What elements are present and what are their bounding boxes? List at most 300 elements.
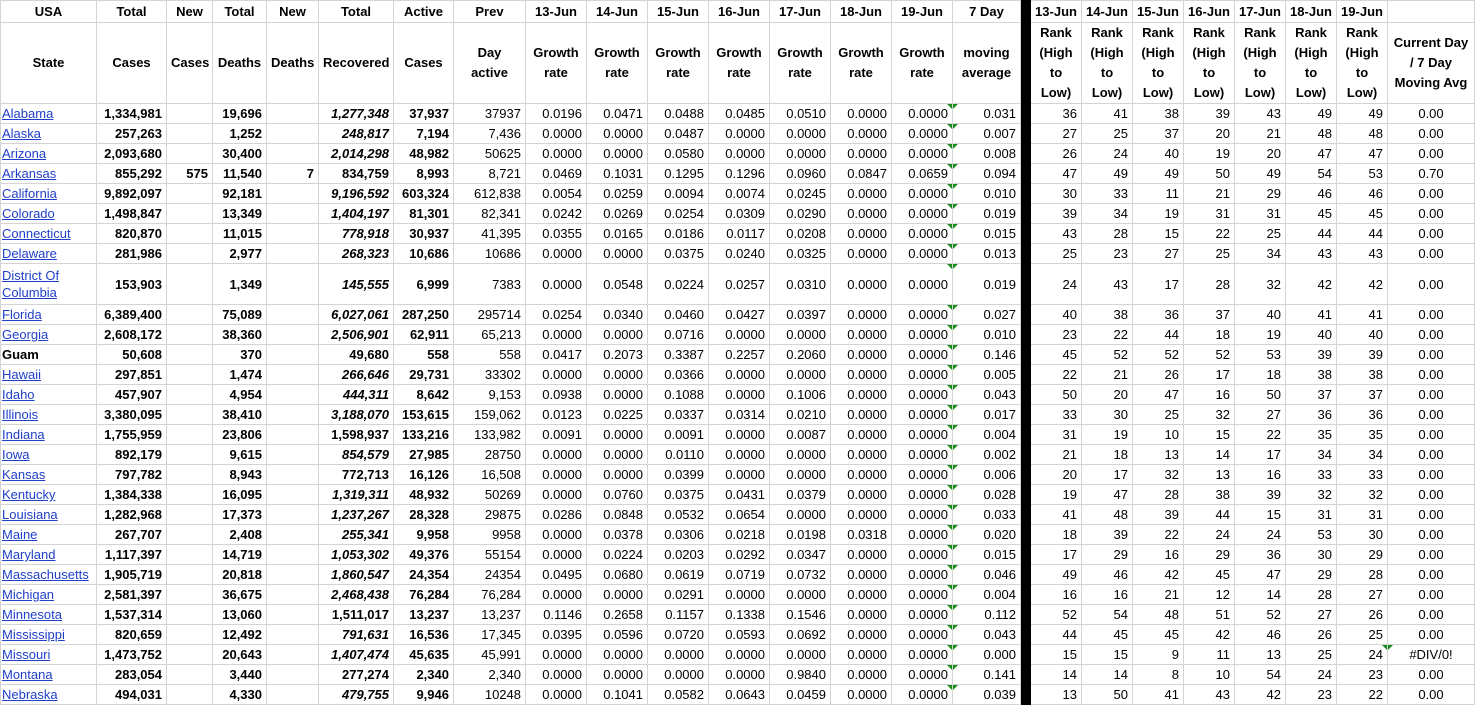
- cell-state[interactable]: Illinois: [1, 405, 97, 425]
- cell-total-recovered[interactable]: 791,631: [319, 625, 394, 645]
- cell-rank-19-jun[interactable]: 22: [1337, 685, 1388, 705]
- cell-rank-18-jun[interactable]: 29: [1286, 565, 1337, 585]
- cell-new-cases[interactable]: [167, 485, 213, 505]
- cell-growth-17-jun[interactable]: 0.0198: [770, 525, 831, 545]
- cell-growth-14-jun[interactable]: 0.0760: [587, 485, 648, 505]
- cell-growth-18-jun[interactable]: 0.0000: [831, 405, 892, 425]
- cell-rank-16-jun[interactable]: 22: [1184, 224, 1235, 244]
- cell-rank-15-jun[interactable]: 37: [1133, 124, 1184, 144]
- cell-rank-16-jun[interactable]: 28: [1184, 264, 1235, 305]
- cell-growth-15-jun[interactable]: 0.0619: [648, 565, 709, 585]
- cell-rank-19-jun[interactable]: 33: [1337, 465, 1388, 485]
- header-rank-14-jun[interactable]: Rank (High to Low): [1082, 23, 1133, 104]
- cell-rank-19-jun[interactable]: 53: [1337, 164, 1388, 184]
- cell-current-over-moving-avg[interactable]: 0.00: [1388, 525, 1475, 545]
- cell-rank-14-jun[interactable]: 50: [1082, 685, 1133, 705]
- cell-growth-16-jun[interactable]: 0.1296: [709, 164, 770, 184]
- cell-rank-14-jun[interactable]: 29: [1082, 545, 1133, 565]
- cell-growth-13-jun[interactable]: 0.0000: [526, 244, 587, 264]
- header-active-cases[interactable]: Cases: [394, 23, 454, 104]
- cell-new-deaths[interactable]: [267, 144, 319, 164]
- cell-growth-19-jun[interactable]: 0.0000: [892, 685, 953, 705]
- cell-growth-16-jun[interactable]: 0.0431: [709, 485, 770, 505]
- cell-rank-17-jun[interactable]: 20: [1235, 144, 1286, 164]
- cell-growth-15-jun[interactable]: 0.0254: [648, 204, 709, 224]
- cell-total-deaths[interactable]: 11,540: [213, 164, 267, 184]
- header-growth-16-jun[interactable]: Growth rate: [709, 23, 770, 104]
- cell-rank-13-jun[interactable]: 41: [1031, 505, 1082, 525]
- cell-total-cases[interactable]: 1,334,981: [97, 104, 167, 124]
- cell-rank-14-jun[interactable]: 47: [1082, 485, 1133, 505]
- header-rank-19-jun[interactable]: 19-Jun: [1337, 1, 1388, 23]
- cell-growth-15-jun[interactable]: 0.0488: [648, 104, 709, 124]
- cell-growth-19-jun[interactable]: 0.0000: [892, 465, 953, 485]
- cell-rank-15-jun[interactable]: 11: [1133, 184, 1184, 204]
- cell-rank-18-jun[interactable]: 53: [1286, 525, 1337, 545]
- cell-active-cases[interactable]: 49,376: [394, 545, 454, 565]
- cell-prev-day-active[interactable]: 33302: [454, 365, 526, 385]
- cell-growth-13-jun[interactable]: 0.0000: [526, 264, 587, 305]
- cell-rank-16-jun[interactable]: 20: [1184, 124, 1235, 144]
- header-growth-18-jun[interactable]: Growth rate: [831, 23, 892, 104]
- cell-new-deaths[interactable]: [267, 565, 319, 585]
- cell-growth-18-jun[interactable]: 0.0000: [831, 565, 892, 585]
- cell-growth-14-jun[interactable]: 0.0596: [587, 625, 648, 645]
- cell-growth-15-jun[interactable]: 0.1295: [648, 164, 709, 184]
- cell-growth-15-jun[interactable]: 0.0399: [648, 465, 709, 485]
- cell-active-cases[interactable]: 24,354: [394, 565, 454, 585]
- cell-rank-17-jun[interactable]: 19: [1235, 325, 1286, 345]
- cell-rank-13-jun[interactable]: 14: [1031, 665, 1082, 685]
- cell-growth-16-jun[interactable]: 0.0719: [709, 565, 770, 585]
- cell-total-recovered[interactable]: 1,053,302: [319, 545, 394, 565]
- cell-rank-13-jun[interactable]: 23: [1031, 325, 1082, 345]
- cell-prev-day-active[interactable]: 558: [454, 345, 526, 365]
- cell-growth-14-jun[interactable]: 0.0000: [587, 665, 648, 685]
- cell-total-deaths[interactable]: 19,696: [213, 104, 267, 124]
- cell-state[interactable]: Mississippi: [1, 625, 97, 645]
- cell-new-cases[interactable]: [167, 605, 213, 625]
- cell-total-deaths[interactable]: 370: [213, 345, 267, 365]
- cell-growth-18-jun[interactable]: 0.0000: [831, 485, 892, 505]
- cell-rank-14-jun[interactable]: 39: [1082, 525, 1133, 545]
- cell-total-cases[interactable]: 297,851: [97, 365, 167, 385]
- cell-rank-14-jun[interactable]: 34: [1082, 204, 1133, 224]
- cell-total-recovered[interactable]: 145,555: [319, 264, 394, 305]
- cell-new-cases[interactable]: [167, 465, 213, 485]
- cell-growth-14-jun[interactable]: 0.0000: [587, 585, 648, 605]
- cell-growth-19-jun[interactable]: 0.0000: [892, 445, 953, 465]
- cell-rank-18-jun[interactable]: 23: [1286, 685, 1337, 705]
- cell-rank-14-jun[interactable]: 49: [1082, 164, 1133, 184]
- cell-prev-day-active[interactable]: 612,838: [454, 184, 526, 204]
- cell-new-cases[interactable]: [167, 645, 213, 665]
- cell-growth-13-jun[interactable]: 0.0395: [526, 625, 587, 645]
- cell-growth-18-jun[interactable]: 0.0000: [831, 665, 892, 685]
- cell-rank-17-jun[interactable]: 21: [1235, 124, 1286, 144]
- cell-growth-13-jun[interactable]: 0.0000: [526, 645, 587, 665]
- cell-new-cases[interactable]: [167, 325, 213, 345]
- cell-total-deaths[interactable]: 20,818: [213, 565, 267, 585]
- cell-growth-17-jun[interactable]: 0.0000: [770, 645, 831, 665]
- cell-active-cases[interactable]: 9,946: [394, 685, 454, 705]
- cell-prev-day-active[interactable]: 9,153: [454, 385, 526, 405]
- cell-new-deaths[interactable]: [267, 585, 319, 605]
- header-growth-17-jun[interactable]: Growth rate: [770, 23, 831, 104]
- cell-current-over-moving-avg[interactable]: 0.00: [1388, 565, 1475, 585]
- cell-growth-13-jun[interactable]: 0.0000: [526, 124, 587, 144]
- cell-growth-18-jun[interactable]: 0.0000: [831, 325, 892, 345]
- cell-growth-18-jun[interactable]: 0.0000: [831, 585, 892, 605]
- cell-total-deaths[interactable]: 30,400: [213, 144, 267, 164]
- cell-moving-average-7day[interactable]: 0.004: [953, 425, 1021, 445]
- cell-growth-14-jun[interactable]: 0.1031: [587, 164, 648, 184]
- header-growth-15-jun[interactable]: 15-Jun: [648, 1, 709, 23]
- cell-rank-15-jun[interactable]: 45: [1133, 625, 1184, 645]
- header-rank-15-jun[interactable]: Rank (High to Low): [1133, 23, 1184, 104]
- cell-active-cases[interactable]: 81,301: [394, 204, 454, 224]
- cell-growth-18-jun[interactable]: 0.0000: [831, 144, 892, 164]
- header-rank-18-jun[interactable]: Rank (High to Low): [1286, 23, 1337, 104]
- cell-growth-19-jun[interactable]: 0.0000: [892, 325, 953, 345]
- cell-new-deaths[interactable]: [267, 405, 319, 425]
- cell-new-cases[interactable]: [167, 264, 213, 305]
- cell-state[interactable]: Massachusetts: [1, 565, 97, 585]
- cell-growth-17-jun[interactable]: 0.0208: [770, 224, 831, 244]
- cell-rank-18-jun[interactable]: 54: [1286, 164, 1337, 184]
- cell-rank-17-jun[interactable]: 39: [1235, 485, 1286, 505]
- cell-rank-14-jun[interactable]: 23: [1082, 244, 1133, 264]
- cell-growth-13-jun[interactable]: 0.0355: [526, 224, 587, 244]
- cell-rank-16-jun[interactable]: 24: [1184, 525, 1235, 545]
- cell-moving-average-7day[interactable]: 0.015: [953, 545, 1021, 565]
- cell-rank-15-jun[interactable]: 19: [1133, 204, 1184, 224]
- cell-moving-average-7day[interactable]: 0.020: [953, 525, 1021, 545]
- cell-growth-15-jun[interactable]: 0.0203: [648, 545, 709, 565]
- cell-new-deaths[interactable]: [267, 425, 319, 445]
- cell-rank-19-jun[interactable]: 44: [1337, 224, 1388, 244]
- cell-state[interactable]: Louisiana: [1, 505, 97, 525]
- cell-prev-day-active[interactable]: 24354: [454, 565, 526, 585]
- cell-new-cases[interactable]: [167, 545, 213, 565]
- cell-state[interactable]: Minnesota: [1, 605, 97, 625]
- cell-growth-16-jun[interactable]: 0.0309: [709, 204, 770, 224]
- cell-growth-18-jun[interactable]: 0.0847: [831, 164, 892, 184]
- cell-rank-14-jun[interactable]: 28: [1082, 224, 1133, 244]
- cell-growth-15-jun[interactable]: 0.0716: [648, 325, 709, 345]
- header-total-cases[interactable]: Cases: [97, 23, 167, 104]
- cell-rank-16-jun[interactable]: 17: [1184, 365, 1235, 385]
- cell-growth-19-jun[interactable]: 0.0000: [892, 545, 953, 565]
- cell-rank-19-jun[interactable]: 25: [1337, 625, 1388, 645]
- cell-rank-19-jun[interactable]: 28: [1337, 565, 1388, 585]
- cell-rank-13-jun[interactable]: 22: [1031, 365, 1082, 385]
- cell-current-over-moving-avg[interactable]: 0.00: [1388, 665, 1475, 685]
- cell-total-cases[interactable]: 2,581,397: [97, 585, 167, 605]
- cell-active-cases[interactable]: 76,284: [394, 585, 454, 605]
- cell-current-over-moving-avg[interactable]: 0.00: [1388, 104, 1475, 124]
- cell-growth-14-jun[interactable]: 0.0225: [587, 405, 648, 425]
- cell-growth-17-jun[interactable]: 0.1546: [770, 605, 831, 625]
- cell-growth-14-jun[interactable]: 0.0340: [587, 305, 648, 325]
- cell-total-cases[interactable]: 257,263: [97, 124, 167, 144]
- cell-rank-17-jun[interactable]: 17: [1235, 445, 1286, 465]
- cell-new-deaths[interactable]: [267, 445, 319, 465]
- cell-total-recovered[interactable]: 9,196,592: [319, 184, 394, 204]
- cell-growth-15-jun[interactable]: 0.0487: [648, 124, 709, 144]
- cell-rank-17-jun[interactable]: 24: [1235, 525, 1286, 545]
- cell-growth-18-jun[interactable]: 0.0318: [831, 525, 892, 545]
- cell-growth-14-jun[interactable]: 0.0259: [587, 184, 648, 204]
- cell-growth-19-jun[interactable]: 0.0000: [892, 665, 953, 685]
- cell-moving-average-7day[interactable]: 0.094: [953, 164, 1021, 184]
- cell-total-deaths[interactable]: 38,410: [213, 405, 267, 425]
- cell-growth-19-jun[interactable]: 0.0000: [892, 224, 953, 244]
- cell-current-over-moving-avg[interactable]: 0.00: [1388, 144, 1475, 164]
- cell-rank-18-jun[interactable]: 47: [1286, 144, 1337, 164]
- cell-rank-17-jun[interactable]: 34: [1235, 244, 1286, 264]
- cell-growth-18-jun[interactable]: 0.0000: [831, 445, 892, 465]
- header-rank-17-jun[interactable]: Rank (High to Low): [1235, 23, 1286, 104]
- cell-growth-19-jun[interactable]: 0.0000: [892, 645, 953, 665]
- cell-rank-15-jun[interactable]: 21: [1133, 585, 1184, 605]
- cell-growth-17-jun[interactable]: 0.2060: [770, 345, 831, 365]
- cell-new-deaths[interactable]: [267, 465, 319, 485]
- header-current-over-moving-avg[interactable]: Current Day / 7 Day Moving Avg: [1388, 23, 1475, 104]
- cell-growth-16-jun[interactable]: 0.0593: [709, 625, 770, 645]
- cell-growth-19-jun[interactable]: 0.0000: [892, 365, 953, 385]
- cell-active-cases[interactable]: 133,216: [394, 425, 454, 445]
- cell-rank-18-jun[interactable]: 35: [1286, 425, 1337, 445]
- cell-rank-17-jun[interactable]: 50: [1235, 385, 1286, 405]
- header-rank-16-jun[interactable]: 16-Jun: [1184, 1, 1235, 23]
- cell-prev-day-active[interactable]: 13,237: [454, 605, 526, 625]
- cell-rank-14-jun[interactable]: 20: [1082, 385, 1133, 405]
- cell-rank-19-jun[interactable]: 23: [1337, 665, 1388, 685]
- cell-rank-14-jun[interactable]: 21: [1082, 365, 1133, 385]
- cell-total-recovered[interactable]: 266,646: [319, 365, 394, 385]
- cell-current-over-moving-avg[interactable]: 0.00: [1388, 445, 1475, 465]
- cell-growth-17-jun[interactable]: 0.0000: [770, 144, 831, 164]
- cell-rank-19-jun[interactable]: 43: [1337, 244, 1388, 264]
- cell-growth-13-jun[interactable]: 0.0000: [526, 485, 587, 505]
- cell-rank-14-jun[interactable]: 43: [1082, 264, 1133, 305]
- cell-rank-15-jun[interactable]: 41: [1133, 685, 1184, 705]
- cell-current-over-moving-avg[interactable]: 0.00: [1388, 505, 1475, 525]
- cell-total-recovered[interactable]: 2,468,438: [319, 585, 394, 605]
- header-rank-15-jun[interactable]: 15-Jun: [1133, 1, 1184, 23]
- cell-new-deaths[interactable]: [267, 345, 319, 365]
- cell-total-recovered[interactable]: 2,014,298: [319, 144, 394, 164]
- cell-growth-17-jun[interactable]: 0.0000: [770, 465, 831, 485]
- cell-growth-18-jun[interactable]: 0.0000: [831, 685, 892, 705]
- cell-state[interactable]: Maryland: [1, 545, 97, 565]
- cell-rank-13-jun[interactable]: 16: [1031, 585, 1082, 605]
- cell-current-over-moving-avg[interactable]: #DIV/0!: [1388, 645, 1475, 665]
- cell-growth-17-jun[interactable]: 0.0732: [770, 565, 831, 585]
- cell-growth-13-jun[interactable]: 0.1146: [526, 605, 587, 625]
- cell-growth-16-jun[interactable]: 0.0000: [709, 385, 770, 405]
- cell-rank-19-jun[interactable]: 40: [1337, 325, 1388, 345]
- cell-rank-18-jun[interactable]: 24: [1286, 665, 1337, 685]
- cell-growth-15-jun[interactable]: 0.0720: [648, 625, 709, 645]
- cell-state[interactable]: Alabama: [1, 104, 97, 124]
- cell-rank-19-jun[interactable]: 48: [1337, 124, 1388, 144]
- cell-rank-18-jun[interactable]: 43: [1286, 244, 1337, 264]
- cell-new-deaths[interactable]: 7: [267, 164, 319, 184]
- cell-total-cases[interactable]: 1,282,968: [97, 505, 167, 525]
- cell-new-deaths[interactable]: [267, 264, 319, 305]
- cell-growth-18-jun[interactable]: 0.0000: [831, 264, 892, 305]
- cell-growth-13-jun[interactable]: 0.0196: [526, 104, 587, 124]
- cell-new-cases[interactable]: [167, 405, 213, 425]
- cell-current-over-moving-avg[interactable]: 0.00: [1388, 405, 1475, 425]
- cell-moving-average-7day[interactable]: 0.000: [953, 645, 1021, 665]
- cell-growth-18-jun[interactable]: 0.0000: [831, 465, 892, 485]
- cell-new-cases[interactable]: 575: [167, 164, 213, 184]
- cell-rank-14-jun[interactable]: 16: [1082, 585, 1133, 605]
- cell-new-cases[interactable]: [167, 124, 213, 144]
- header-growth-13-jun[interactable]: 13-Jun: [526, 1, 587, 23]
- cell-rank-19-jun[interactable]: 45: [1337, 204, 1388, 224]
- cell-moving-average-7day[interactable]: 0.028: [953, 485, 1021, 505]
- header-total-deaths[interactable]: Total: [213, 1, 267, 23]
- cell-rank-18-jun[interactable]: 32: [1286, 485, 1337, 505]
- cell-rank-16-jun[interactable]: 39: [1184, 104, 1235, 124]
- cell-growth-19-jun[interactable]: 0.0000: [892, 525, 953, 545]
- cell-moving-average-7day[interactable]: 0.017: [953, 405, 1021, 425]
- cell-rank-17-jun[interactable]: 53: [1235, 345, 1286, 365]
- cell-growth-18-jun[interactable]: 0.0000: [831, 224, 892, 244]
- cell-moving-average-7day[interactable]: 0.043: [953, 385, 1021, 405]
- cell-growth-14-jun[interactable]: 0.0471: [587, 104, 648, 124]
- cell-rank-16-jun[interactable]: 18: [1184, 325, 1235, 345]
- cell-total-deaths[interactable]: 75,089: [213, 305, 267, 325]
- cell-rank-13-jun[interactable]: 43: [1031, 224, 1082, 244]
- cell-rank-14-jun[interactable]: 30: [1082, 405, 1133, 425]
- cell-new-deaths[interactable]: [267, 184, 319, 204]
- cell-growth-16-jun[interactable]: 0.0000: [709, 585, 770, 605]
- header-total-cases[interactable]: Total: [97, 1, 167, 23]
- cell-rank-19-jun[interactable]: 30: [1337, 525, 1388, 545]
- cell-growth-16-jun[interactable]: 0.0000: [709, 144, 770, 164]
- cell-rank-14-jun[interactable]: 15: [1082, 645, 1133, 665]
- cell-total-recovered[interactable]: 1,407,474: [319, 645, 394, 665]
- cell-growth-14-jun[interactable]: 0.0000: [587, 124, 648, 144]
- cell-growth-13-jun[interactable]: 0.0000: [526, 144, 587, 164]
- cell-growth-17-jun[interactable]: 0.0000: [770, 445, 831, 465]
- cell-active-cases[interactable]: 48,932: [394, 485, 454, 505]
- cell-growth-19-jun[interactable]: 0.0000: [892, 385, 953, 405]
- cell-rank-19-jun[interactable]: 36: [1337, 405, 1388, 425]
- cell-rank-13-jun[interactable]: 36: [1031, 104, 1082, 124]
- header-moving-average-7day[interactable]: moving average: [953, 23, 1021, 104]
- cell-current-over-moving-avg[interactable]: 0.00: [1388, 204, 1475, 224]
- cell-growth-18-jun[interactable]: 0.0000: [831, 104, 892, 124]
- cell-rank-14-jun[interactable]: 48: [1082, 505, 1133, 525]
- cell-rank-14-jun[interactable]: 24: [1082, 144, 1133, 164]
- cell-total-deaths[interactable]: 16,095: [213, 485, 267, 505]
- cell-moving-average-7day[interactable]: 0.043: [953, 625, 1021, 645]
- cell-total-cases[interactable]: 1,473,752: [97, 645, 167, 665]
- cell-growth-17-jun[interactable]: 0.9840: [770, 665, 831, 685]
- cell-growth-14-jun[interactable]: 0.0000: [587, 244, 648, 264]
- cell-rank-15-jun[interactable]: 38: [1133, 104, 1184, 124]
- cell-new-cases[interactable]: [167, 445, 213, 465]
- cell-active-cases[interactable]: 62,911: [394, 325, 454, 345]
- cell-rank-18-jun[interactable]: 33: [1286, 465, 1337, 485]
- cell-total-cases[interactable]: 153,903: [97, 264, 167, 305]
- cell-rank-17-jun[interactable]: 32: [1235, 264, 1286, 305]
- cell-prev-day-active[interactable]: 37937: [454, 104, 526, 124]
- header-growth-19-jun[interactable]: 19-Jun: [892, 1, 953, 23]
- cell-current-over-moving-avg[interactable]: 0.00: [1388, 425, 1475, 445]
- cell-rank-15-jun[interactable]: 16: [1133, 545, 1184, 565]
- cell-rank-15-jun[interactable]: 39: [1133, 505, 1184, 525]
- cell-rank-18-jun[interactable]: 31: [1286, 505, 1337, 525]
- cell-state[interactable]: Hawaii: [1, 365, 97, 385]
- cell-growth-14-jun[interactable]: 0.0000: [587, 365, 648, 385]
- cell-rank-13-jun[interactable]: 26: [1031, 144, 1082, 164]
- cell-rank-13-jun[interactable]: 20: [1031, 465, 1082, 485]
- cell-growth-13-jun[interactable]: 0.0242: [526, 204, 587, 224]
- cell-growth-14-jun[interactable]: 0.0848: [587, 505, 648, 525]
- cell-growth-15-jun[interactable]: 0.0532: [648, 505, 709, 525]
- cell-rank-15-jun[interactable]: 48: [1133, 605, 1184, 625]
- cell-growth-16-jun[interactable]: 0.0485: [709, 104, 770, 124]
- cell-total-cases[interactable]: 1,498,847: [97, 204, 167, 224]
- cell-rank-19-jun[interactable]: 37: [1337, 385, 1388, 405]
- cell-total-recovered[interactable]: 6,027,061: [319, 305, 394, 325]
- cell-growth-14-jun[interactable]: 0.0000: [587, 445, 648, 465]
- cell-total-cases[interactable]: 1,537,314: [97, 605, 167, 625]
- header-growth-16-jun[interactable]: 16-Jun: [709, 1, 770, 23]
- cell-active-cases[interactable]: 603,324: [394, 184, 454, 204]
- cell-active-cases[interactable]: 8,642: [394, 385, 454, 405]
- cell-active-cases[interactable]: 45,635: [394, 645, 454, 665]
- cell-growth-14-jun[interactable]: 0.2658: [587, 605, 648, 625]
- cell-rank-18-jun[interactable]: 27: [1286, 605, 1337, 625]
- cell-growth-17-jun[interactable]: 0.0000: [770, 505, 831, 525]
- cell-current-over-moving-avg[interactable]: 0.00: [1388, 545, 1475, 565]
- cell-active-cases[interactable]: 10,686: [394, 244, 454, 264]
- cell-total-cases[interactable]: 892,179: [97, 445, 167, 465]
- cell-total-deaths[interactable]: 38,360: [213, 325, 267, 345]
- cell-growth-15-jun[interactable]: 0.0460: [648, 305, 709, 325]
- cell-rank-13-jun[interactable]: 24: [1031, 264, 1082, 305]
- cell-rank-13-jun[interactable]: 39: [1031, 204, 1082, 224]
- cell-total-cases[interactable]: 457,907: [97, 385, 167, 405]
- cell-moving-average-7day[interactable]: 0.146: [953, 345, 1021, 365]
- cell-rank-19-jun[interactable]: 39: [1337, 345, 1388, 365]
- cell-rank-15-jun[interactable]: 22: [1133, 525, 1184, 545]
- cell-total-deaths[interactable]: 20,643: [213, 645, 267, 665]
- cell-rank-19-jun[interactable]: 47: [1337, 144, 1388, 164]
- cell-growth-17-jun[interactable]: 0.0397: [770, 305, 831, 325]
- cell-growth-19-jun[interactable]: 0.0000: [892, 585, 953, 605]
- cell-state[interactable]: Guam: [1, 345, 97, 365]
- cell-growth-13-jun[interactable]: 0.0417: [526, 345, 587, 365]
- cell-rank-17-jun[interactable]: 18: [1235, 365, 1286, 385]
- cell-rank-18-jun[interactable]: 40: [1286, 325, 1337, 345]
- cell-rank-17-jun[interactable]: 52: [1235, 605, 1286, 625]
- cell-moving-average-7day[interactable]: 0.141: [953, 665, 1021, 685]
- cell-rank-16-jun[interactable]: 19: [1184, 144, 1235, 164]
- cell-growth-17-jun[interactable]: 0.0960: [770, 164, 831, 184]
- cell-rank-13-jun[interactable]: 25: [1031, 244, 1082, 264]
- cell-total-recovered[interactable]: 778,918: [319, 224, 394, 244]
- cell-state[interactable]: California: [1, 184, 97, 204]
